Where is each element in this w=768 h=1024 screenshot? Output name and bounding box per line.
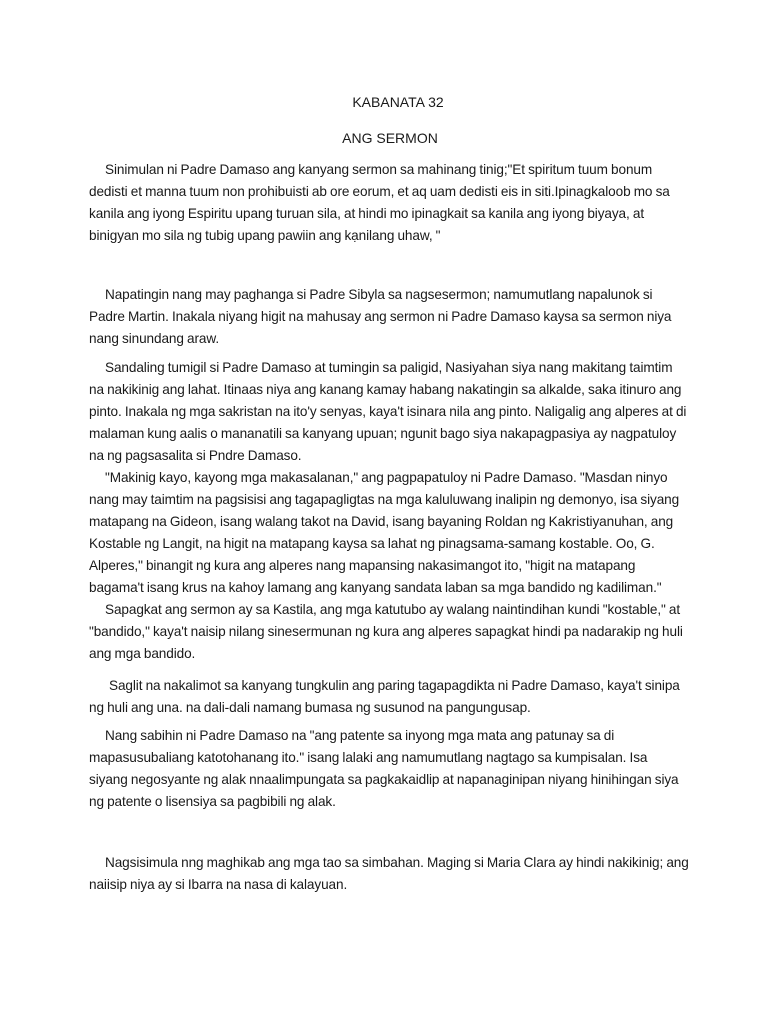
paragraph-8: Nagsisimula nng maghikab ang mga tao sa simbahan. Maging si Maria Clara ay hindi nakikinig; ang naiisip niya ay si Ibarra na nasa di kalayuan. bbox=[89, 855, 689, 892]
paragraph-3: Sandaling tumigil si Padre Damaso at tumingin sa paligid, Nasiyahan siya nang makitang taimtim na nakikinig ang lahat. Itinaas niya ang kanang kamay habang nakatingin sa alkalde, saka itinuro ang pinto. Inakala ng mga sakristan na ito'y senyas, kaya't isinara nila ang pinto. Naligalig ang alperes at di malaman kung aalis o mananatili sa kanyang upuan; ngunit bago siya nakapagpasiya ay nagpatuloy na ng pagsasalita si Pndre Damaso. bbox=[89, 360, 687, 463]
chapter-number: KABANATA 32 bbox=[352, 94, 444, 110]
paragraph-2: Napatingin nang may paghanga si Padre Sibyla sa nagsesermon; namumutlang napalunok si Padre Martin. Inakala niyang higit na mahusay ang sermon ni Padre Damaso kaysa sa sermon niya nang sinundang araw. bbox=[89, 287, 672, 346]
paragraph-5: Sapagkat ang sermon ay sa Kastila, ang mga katutubo ay walang naintindihan kundi "kostable," at "bandido," kaya't naisip nilang sinesermunan ng kura ang alperes sapagkat hindi pa nadarakip ng huli ang mga bandido. bbox=[89, 602, 683, 661]
paragraph-1: Sinimulan ni Padre Damaso ang kanyang sermon sa mahinang tinig;"Et spiritum tuum bonum dedisti et manna tuum non prohibuisti ab ore eorum, et aq uam dedisti eis in siti.Ipinagkaloob mo sa kanila ang iyong Espiritu upang turuan sila, at hindi mo ipinagkait sa kanila ang iyong biyaya, at binigyan mo sila ng tubig upang pawiin ang kạnilang uhaw, " bbox=[89, 162, 670, 243]
paragraph-4: "Makinig kayo, kayong mga makasalanan," ang pagpapatuloy ni Padre Damaso. "Masdan ninyo nang may taimtim na pagsisisi ang tagapagligtas na mga kaluluwang inalipin ng demonyo, isa siyang matapang na Gideon, isang walang takot na David, isang bayaning Roldan ng Kakristiyanuhan, ang Kostable ng Langit, na higit na matapang kaysa sa lahat ng pinagsama-samang kostable. Oo, G. Alperes," binangit ng kura ang alperes nang mapansing nakasimangot ito, "higit na matapang bagama't isang krus na kahoy lamang ang kanyang sandata laban sa mga bandido ng kadiliman." bbox=[89, 470, 680, 595]
chapter-title: ANG SERMON bbox=[342, 130, 438, 146]
paragraph-7: Nang sabihin ni Padre Damaso na "ang patente sa inyong mga mata ang patunay sa di mapasusubaliang katotohanang ito." isang lalaki ang namumutlang nagtago sa kumpisalan. Isa siyang negosyante ng alak nnaalimpungata sa pagkakaidlip at napanaginipan niyang hinihingan siya ng patente o lisensiya sa pagbibili ng alak. bbox=[89, 728, 679, 809]
paragraph-6: Saglit na nakalimot sa kanyang tungkulin ang paring tagapagdikta ni Padre Damaso, kaya't sinipa ng huli ang una. na dali-dali namang bumasa ng susunod na pangungusap. bbox=[89, 678, 680, 715]
